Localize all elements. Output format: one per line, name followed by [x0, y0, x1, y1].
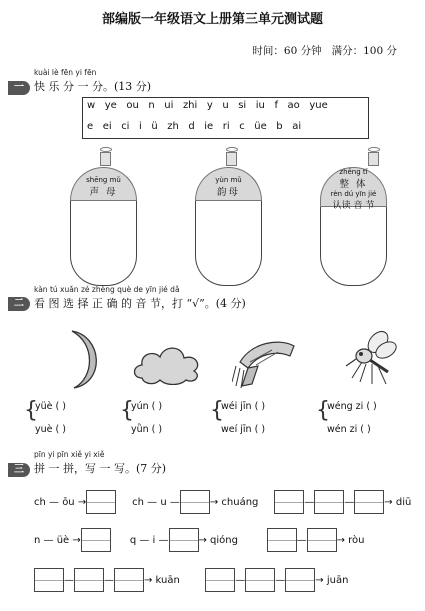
chimney-icon [368, 152, 379, 166]
house-whole-syllables [320, 167, 387, 286]
section-3-number: 三 [8, 463, 30, 477]
house-body[interactable] [320, 207, 387, 286]
answer-box[interactable] [34, 568, 64, 592]
choice-mosquito-b[interactable]: wén zi ( ) [327, 424, 371, 435]
choice-cloud-b[interactable]: yǜn ( ) [131, 424, 163, 435]
section-3-title: 拼 一 拼，写 一 写。(7 分) [34, 462, 167, 475]
answer-box[interactable] [285, 568, 315, 592]
answer-box[interactable] [307, 528, 337, 552]
brace: { [316, 398, 330, 423]
page-title: 部编版一年级语文上册第三单元测试题 [101, 12, 323, 27]
choice-moon-b[interactable]: yuè ( ) [35, 424, 66, 435]
house-2-chimney [226, 147, 238, 166]
house-3-chimney [368, 147, 380, 166]
moon-icon [50, 328, 105, 390]
brace: { [120, 398, 134, 423]
house-1-chimney [100, 147, 112, 166]
letters-row-1: w ye ou n ui zhi y u si iu f ao yue [87, 100, 328, 111]
chimney-icon [226, 152, 237, 166]
cloud-icon [130, 340, 205, 385]
exam-meta [252, 43, 397, 58]
answer-box[interactable] [205, 568, 235, 592]
answer-box[interactable] [81, 528, 111, 552]
brace: { [210, 398, 224, 423]
answer-box[interactable] [86, 490, 116, 514]
answer-box[interactable] [245, 568, 275, 592]
choice-scarf-b[interactable]: weí jīn ( ) [221, 424, 266, 435]
answer-box[interactable] [180, 490, 210, 514]
house-body[interactable] [70, 201, 137, 286]
answer-box[interactable] [114, 568, 144, 592]
answer-box[interactable] [354, 490, 384, 514]
answer-box[interactable] [314, 490, 344, 514]
section-1-title: 快 乐 分 一 分。(13 分) [34, 80, 152, 93]
house-body[interactable] [195, 201, 262, 286]
mosquito-icon [342, 326, 402, 386]
chimney-icon [100, 152, 111, 166]
time-text: 时间：60 分钟 [252, 45, 322, 57]
section-2-title: 看 图 选 择 正 确 的 音 节，打 “√”。(4 分) [34, 297, 246, 310]
section-2-number: 二 [8, 297, 30, 311]
section-1-number: 一 [8, 81, 30, 95]
house-finals [195, 167, 262, 286]
house-roof: shēng mǔ 声 母 [70, 167, 137, 201]
write-row-3: — — → kuān — — → juān [34, 568, 348, 592]
write-row-1: ch — ōu → ch — u — → chuáng — — → diū [34, 490, 411, 514]
answer-box[interactable] [169, 528, 199, 552]
section-1-pinyin: kuài lè fēn yi fēn [34, 68, 97, 77]
answer-box[interactable] [274, 490, 304, 514]
choice-scarf-a[interactable]: wéi jīn ( ) [221, 401, 266, 412]
section-3-pinyin: pīn yi pīn xiě yi xiě [34, 450, 105, 459]
answer-box[interactable] [267, 528, 297, 552]
write-row-2: n — üè → q — i — → qióng — → ròu [34, 528, 365, 552]
letters-row-2: e ei ci i ü zh d ie ri c üe b ai [87, 121, 302, 132]
scarf-icon [232, 332, 302, 390]
choice-moon-a[interactable]: yüè ( ) [35, 401, 66, 412]
house-initials [70, 167, 137, 286]
score-text: 满分：100 分 [331, 45, 397, 57]
choice-cloud-a[interactable]: yún ( ) [131, 401, 163, 412]
choice-mosquito-a[interactable]: wéng zi ( ) [327, 401, 377, 412]
brace: { [24, 398, 38, 423]
section-2-pinyin: kàn tú xuǎn zé zhèng què de yīn jié dǎ [34, 285, 180, 294]
house-roof: zhěng tǐ 整 体 rèn dú yīn jié 认读 音 节 [320, 167, 387, 207]
answer-box[interactable] [74, 568, 104, 592]
house-roof: yùn mǔ 韵母 [195, 167, 262, 201]
